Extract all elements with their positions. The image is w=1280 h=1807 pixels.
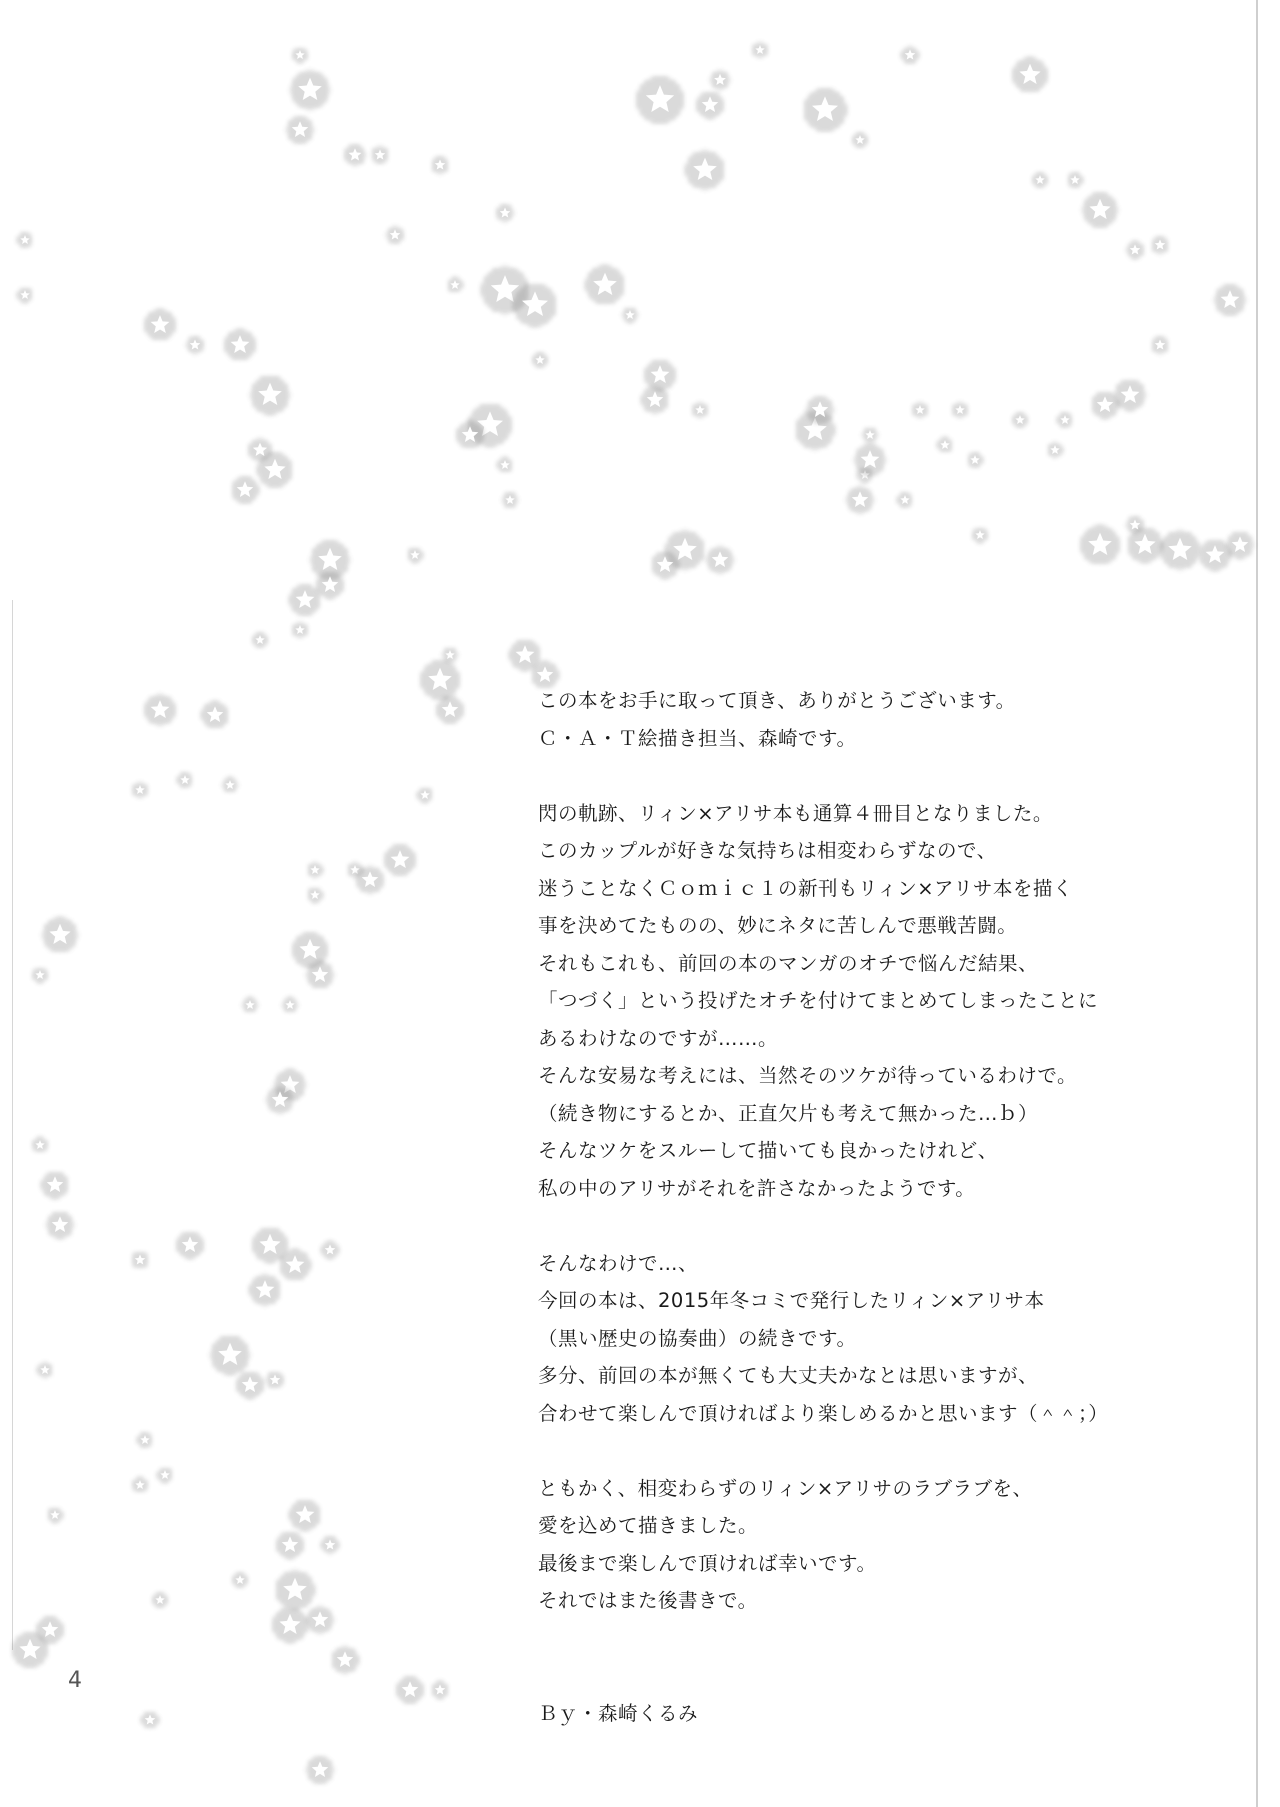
text-line: 合わせて楽しんで頂ければより楽しめるかと思います（＾＾；） bbox=[538, 1401, 1109, 1425]
star-bubble bbox=[32, 1137, 48, 1153]
star-bubble bbox=[1151, 336, 1169, 354]
star-bubble bbox=[231, 476, 259, 504]
star-bubble bbox=[901, 46, 919, 64]
star-bubble bbox=[641, 386, 669, 414]
star-bubble bbox=[1012, 57, 1048, 93]
text-line: 今回の本は、2015年冬コミで発行したリィン×アリサ本 bbox=[538, 1289, 1045, 1312]
star-bubble bbox=[952, 402, 968, 418]
star-bubble bbox=[846, 486, 874, 514]
star-bubble bbox=[41, 1171, 69, 1199]
star-bubble bbox=[47, 1507, 63, 1523]
star-bubble bbox=[644, 359, 676, 391]
star-bubble bbox=[132, 1477, 148, 1493]
star-bubble bbox=[17, 232, 33, 248]
star-bubble bbox=[1082, 192, 1118, 228]
star-bubble bbox=[290, 70, 330, 110]
star-bubble bbox=[710, 70, 730, 90]
star-bubble bbox=[1032, 172, 1048, 188]
star-bubble bbox=[42, 917, 78, 953]
star-bubble bbox=[132, 782, 148, 798]
star-bubble bbox=[279, 1249, 311, 1281]
star-bubble bbox=[1126, 241, 1144, 259]
star-bubble bbox=[420, 660, 460, 700]
star-bubble bbox=[321, 1241, 339, 1259]
star-bubble bbox=[456, 421, 484, 449]
star-bubble bbox=[502, 492, 518, 508]
star-bubble bbox=[854, 444, 886, 476]
signature-line: Ｂｙ・森崎くるみ bbox=[538, 1701, 699, 1725]
text-line: そんな安易な考えには、当然そのツケが待っているわけで。 bbox=[538, 1064, 1078, 1087]
star-bubble bbox=[513, 283, 557, 327]
text-line: 「つづく」という投げたオチを付けてまとめてしまったことに bbox=[538, 989, 1099, 1012]
paragraph-gap bbox=[538, 1657, 1098, 1695]
star-bubble bbox=[1047, 442, 1063, 458]
star-bubble bbox=[696, 91, 724, 119]
star-bubble bbox=[266, 1086, 294, 1114]
star-bubble bbox=[937, 437, 953, 453]
paragraph-gap bbox=[538, 1207, 1098, 1245]
star-bubble bbox=[316, 571, 344, 599]
text-line: 愛を込めて描きました。 bbox=[538, 1514, 759, 1537]
star-bubble bbox=[250, 375, 290, 415]
star-bubble bbox=[275, 1570, 315, 1610]
star-bubble bbox=[37, 1362, 53, 1378]
star-bubble bbox=[692, 402, 708, 418]
star-bubble bbox=[157, 1467, 173, 1483]
star-bubble bbox=[248, 438, 272, 462]
paragraph-gap bbox=[538, 757, 1098, 795]
text-line: そんなわけで…、 bbox=[538, 1251, 699, 1275]
text-line: この本をお手に取って頂き、ありがとうございます。 bbox=[538, 689, 1016, 712]
star-bubble bbox=[685, 150, 725, 190]
star-bubble bbox=[266, 1371, 284, 1389]
star-bubble bbox=[306, 1756, 334, 1784]
star-bubble bbox=[417, 787, 433, 803]
star-bubble bbox=[32, 967, 48, 983]
star-bubble bbox=[852, 132, 868, 148]
star-bubble bbox=[176, 1231, 204, 1259]
star-bubble bbox=[344, 144, 366, 166]
star-bubble bbox=[141, 1711, 159, 1729]
star-bubble bbox=[1226, 531, 1254, 559]
star-bubble bbox=[1057, 412, 1073, 428]
star-bubble bbox=[1214, 284, 1246, 316]
star-bubble bbox=[17, 287, 33, 303]
star-bubble bbox=[967, 452, 983, 468]
page-number: 4 bbox=[68, 1668, 82, 1693]
star-bubble bbox=[1012, 412, 1028, 428]
text-line: 迷うことなくＣｏｍｉｃ１の新刊もリィン×アリサ本を描く bbox=[538, 876, 1073, 900]
star-bubble bbox=[1080, 525, 1120, 565]
text-line: それではまた後書きで。 bbox=[538, 1589, 758, 1612]
text-line: 事を決めてたものの、妙にネタに苦しんで悪戦苦闘。 bbox=[538, 914, 1018, 937]
text-line: このカップルが好きな気持ちは相変わらずなので、 bbox=[538, 839, 997, 862]
star-bubble bbox=[289, 1499, 321, 1531]
star-bubble bbox=[1091, 391, 1119, 419]
star-bubble bbox=[307, 887, 323, 903]
star-bubble bbox=[186, 336, 204, 354]
text-line: （続き物にするとか、正直欠片も考えて無かった…ｂ） bbox=[538, 1101, 1039, 1125]
star-bubble bbox=[803, 88, 847, 132]
star-bubble bbox=[356, 866, 384, 894]
star-bubble bbox=[706, 546, 734, 574]
star-bubble bbox=[331, 1646, 359, 1674]
star-bubble bbox=[276, 1531, 304, 1559]
text-line: そんなツケをスルーして描いても良かったけれど、 bbox=[538, 1139, 998, 1162]
star-bubble bbox=[292, 47, 308, 63]
star-bubble bbox=[436, 696, 464, 724]
text-line: 私の中のアリサがそれを許さなかったようです。 bbox=[538, 1176, 976, 1200]
star-bubble bbox=[222, 777, 238, 793]
star-bubble bbox=[236, 1371, 264, 1399]
afterword-text bbox=[538, 682, 1109, 1732]
star-bubble bbox=[46, 1211, 74, 1239]
star-bubble bbox=[292, 622, 308, 638]
star-bubble bbox=[496, 204, 514, 222]
text-line: 多分、前回の本が無くても大丈夫かなとは思いますが、 bbox=[538, 1364, 1039, 1387]
text-line: あるわけなのですが……。 bbox=[538, 1026, 779, 1050]
text-line: Ｃ・Ａ・Ｔ絵描き担当、森崎です。 bbox=[538, 726, 857, 750]
star-bubble bbox=[210, 1335, 250, 1375]
paragraph-gap bbox=[538, 1432, 1098, 1470]
text-line: （黒い歴史の協奏曲）の続きです。 bbox=[538, 1326, 857, 1350]
star-bubble bbox=[131, 1251, 149, 1269]
star-bubble bbox=[286, 116, 314, 144]
star-bubble bbox=[306, 961, 334, 989]
star-bubble bbox=[289, 584, 321, 616]
star-bubble bbox=[442, 647, 458, 663]
star-bubble bbox=[897, 492, 913, 508]
star-bubble bbox=[407, 547, 423, 563]
star-bubble bbox=[636, 76, 684, 124]
star-bubble bbox=[497, 457, 513, 473]
star-bubble bbox=[396, 1676, 424, 1704]
star-bubble bbox=[1067, 172, 1083, 188]
paragraph-gap bbox=[538, 1620, 1098, 1658]
star-bubble bbox=[137, 1432, 153, 1448]
star-bubble bbox=[152, 1592, 168, 1608]
star-bubble bbox=[242, 997, 258, 1013]
star-bubble bbox=[585, 265, 625, 305]
star-bubble bbox=[12, 1632, 48, 1668]
star-bubble bbox=[307, 862, 323, 878]
text-line: それもこれも、前回の本のマンガのオチで悩んだ結果、 bbox=[538, 951, 1039, 975]
text-line: 閃の軌跡、リィン×アリサ本も通算４冊目となりました。 bbox=[538, 801, 1053, 825]
star-bubble bbox=[144, 694, 176, 726]
text-line: ともかく、相変わらずのリィン×アリサのラブラブを、 bbox=[538, 1476, 1033, 1500]
star-bubble bbox=[232, 1572, 248, 1588]
star-bubble bbox=[282, 997, 298, 1013]
star-bubble bbox=[144, 309, 176, 341]
star-bubble bbox=[321, 1536, 339, 1554]
star-bubble bbox=[272, 1607, 308, 1643]
star-bubble bbox=[651, 551, 679, 579]
star-bubble bbox=[622, 307, 638, 323]
star-bubble bbox=[862, 427, 878, 443]
star-bubble bbox=[249, 1274, 281, 1306]
star-bubble bbox=[1160, 530, 1200, 570]
star-bubble bbox=[972, 527, 988, 543]
star-bubble bbox=[431, 1681, 449, 1699]
star-bubble bbox=[252, 632, 268, 648]
star-bubble bbox=[1126, 516, 1144, 534]
star-bubble bbox=[384, 844, 416, 876]
star-bubble bbox=[431, 156, 449, 174]
star-bubble bbox=[1151, 236, 1169, 254]
text-line: 最後まで楽しんで頂ければ幸いです。 bbox=[538, 1551, 877, 1575]
star-bubble bbox=[371, 146, 389, 164]
star-bubble bbox=[177, 772, 193, 788]
star-bubble bbox=[386, 226, 404, 244]
star-bubble bbox=[201, 701, 229, 729]
star-bubble bbox=[912, 402, 928, 418]
star-bubble bbox=[306, 1606, 334, 1634]
star-bubble bbox=[752, 42, 768, 58]
star-bubble bbox=[532, 352, 548, 368]
star-bubble bbox=[224, 329, 256, 361]
star-bubble bbox=[447, 277, 463, 293]
star-bubble bbox=[806, 396, 834, 424]
